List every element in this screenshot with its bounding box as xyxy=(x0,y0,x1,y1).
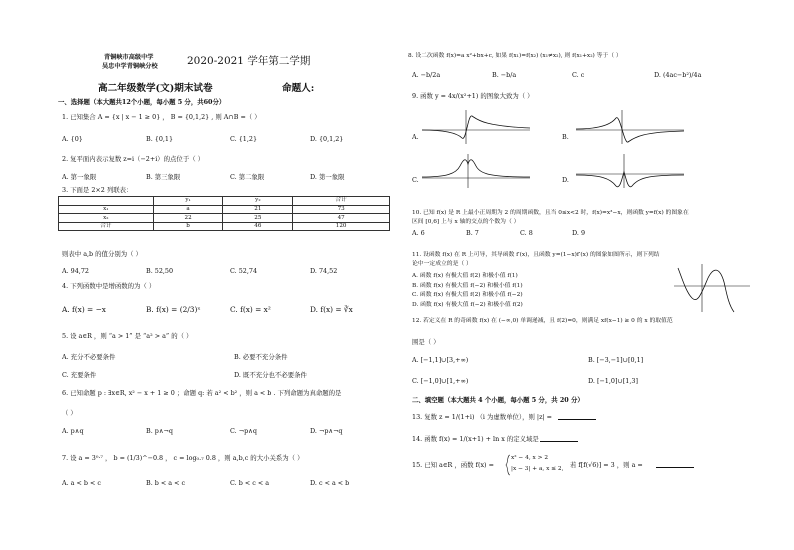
q2-option-b: B. 第三象限 xyxy=(146,173,181,181)
q3-option-b: B. 52,50 xyxy=(146,267,174,275)
q12-option-d: D. [−1,0]∪[1,3] xyxy=(588,377,638,385)
q8-stem: 8. 设二次函数 f(x)=a x²+bx+c, 如果 f(x₁)=f(x₂) (x₁≠x₂), 则 f(x₁+x₂) 等于（ ） xyxy=(408,53,622,59)
q15-answer-blank[interactable] xyxy=(656,462,694,468)
q7-option-d: D. c < a < b xyxy=(310,479,350,487)
table-cell: y₁ xyxy=(153,197,223,206)
q1-stem: 1. 已知集合 A = {x | x − 1 ≥ 0} ， B = {0,1,2} , 则 A∩B =（ ） xyxy=(62,113,261,121)
q1-option-d: D. {0,1,2} xyxy=(310,135,344,143)
table-row xyxy=(59,214,390,223)
table-row xyxy=(59,205,390,214)
table-cell: 120 xyxy=(293,222,390,231)
q4-stem: 4. 下列函数中是增函数的为（ ） xyxy=(62,282,156,290)
q1-option-b: B. {0,1} xyxy=(146,135,174,143)
q6-stem: 6. 已知命题 p : ∃x∈R, x² − x + 1 ≥ 0 ；命题 q: 若 a² < b² ，则 a < b . 下列命题为真命题的是 xyxy=(62,389,342,397)
q15-stem-a: 15. 已知 a∈R ，函数 f(x) = xyxy=(412,461,494,469)
q14-stem: 14. 函数 f(x) = 1/(x+1) + ln x 的定义域是 xyxy=(412,435,539,443)
table-cell: 合计 xyxy=(59,222,154,231)
table-cell: a xyxy=(153,205,223,214)
q11-option-a: A. 函数 f(x) 有极大值 f(2) 和极小值 f(1) xyxy=(412,273,518,279)
q7-option-c: C. b < c < a xyxy=(230,479,270,487)
school-name-1: 青铜峡市高级中学 xyxy=(104,54,154,61)
q11-option-d: D. 函数 f(x) 有极大值 f(−2) 和极小值 f(2) xyxy=(412,302,523,308)
table-cell: 21 xyxy=(223,205,293,214)
q6-option-a: A. p∧q xyxy=(62,427,84,435)
q5-option-b: B. 必要不充分条件 xyxy=(234,353,288,361)
table-cell: y₂ xyxy=(223,197,293,206)
q3-option-d: D. 74,52 xyxy=(310,267,338,275)
q10-option-c: C. 8 xyxy=(520,229,533,237)
table-cell: 46 xyxy=(223,222,293,231)
q15-piece-1: x² − 4, x > 2 xyxy=(511,455,549,461)
q10-stem: 10. 已知 f(x) 是 R 上最小正周期为 2 的周期函数，且当 0≤x<2 时，f(x)=x³−x，则函数 y=f(x) 的图象在 xyxy=(412,210,689,216)
q4-option-d: D. f(x) = ∛x xyxy=(310,305,353,314)
q9-graph-d xyxy=(576,152,686,192)
q7-option-b: B. b < a < c xyxy=(146,479,186,487)
q15-piece-2: |x − 3| + a, x ≤ 2, xyxy=(511,466,564,472)
q4-option-c: C. f(x) = x² xyxy=(230,305,271,314)
section-choice-title: 一、选择题（本大题共12个小题，每小题 5 分，共60分） xyxy=(58,98,226,106)
q7-stem: 7. 设 a = 3⁰·⁷ ， b = (1/3)^−0.8 ， c = log₀.₇ 0.8 ，则 a,b,c 的大小关系为（ ） xyxy=(62,454,304,462)
table-cell: b xyxy=(153,222,223,231)
table-cell: 73 xyxy=(293,205,390,214)
q3-option-a: A. 94,72 xyxy=(62,267,89,275)
exam-title: 高二年级数学(文)期末试卷 xyxy=(98,83,213,94)
year-semester: 2020-2021 学年第二学期 xyxy=(187,55,311,67)
q12-stem: 12. 若定义在 R 的奇函数 f(x) 在 (−∞,0) 单调递减，且 f(2)=0，则满足 xf(x−1) ≥ 0 的 x 的取值范 xyxy=(412,318,673,324)
q11-option-b: B. 函数 f(x) 有极大值 f(−2) 和极小值 f(1) xyxy=(412,283,523,289)
q10-option-b: B. 7 xyxy=(466,229,479,237)
q5-option-a: A. 充分不必要条件 xyxy=(62,353,116,361)
q3-after: 则表中 a,b 的值分别为（ ） xyxy=(62,250,142,258)
q8-option-d: D. (4ac−b²)/4a xyxy=(654,71,702,79)
q12-option-a: A. [−1,1]∪[3,+∞) xyxy=(412,356,469,364)
q12-stem2: 围是（ ） xyxy=(412,338,440,346)
q13-stem: 13. 复数 z = 1/(1+i) （i 为虚数单位），则 |z| = xyxy=(412,413,552,421)
q11-stem: 11. 设函数 f(x) 在 R 上可导，其导函数 f′(x)，且函数 y=(1−x)f′(x) 的图象如图所示，则下列结 xyxy=(412,252,660,258)
q9-graph-c xyxy=(422,152,532,192)
q5-option-d: D. 既不充分也不必要条件 xyxy=(234,371,307,379)
q5-stem: 5. 设 a∈R ，则 “a > 1” 是 “a² > a” 的（ ） xyxy=(62,332,193,340)
table-cell xyxy=(59,197,154,206)
q10-stem2: 区间 [0,6] 上与 x 轴的交点的个数为（ ） xyxy=(412,219,520,225)
q10-option-d: D. 9 xyxy=(572,229,586,237)
school-name-2: 吴忠中学青铜峡分校 xyxy=(102,63,158,70)
q2-stem: 2. 复平面内表示复数 z=i（−2+i）的点位于（ ） xyxy=(62,155,205,163)
q6-option-b: B. p∧¬q xyxy=(146,427,173,435)
q2-option-a: A. 第一象限 xyxy=(62,173,97,181)
q8-option-a: A. −b/2a xyxy=(412,71,441,79)
q5-option-c: C. 充要条件 xyxy=(62,371,97,379)
q1-option-a: A. {0} xyxy=(62,135,83,143)
q3-stem: 3. 下面是 2×2 列联表： xyxy=(62,186,133,194)
q9-option-d: D. xyxy=(562,176,569,184)
q11-derivative-graph xyxy=(674,264,752,314)
q11-stem2: 论中一定成立的是（ ） xyxy=(412,261,472,267)
q3-option-c: C. 52,74 xyxy=(230,267,258,275)
table-header-row xyxy=(59,197,390,206)
q8-option-c: C. c xyxy=(572,71,585,79)
table-cell: 47 xyxy=(293,214,390,223)
q11-option-c: C. 函数 f(x) 有极大值 f(2) 和极小值 f(−2) xyxy=(412,292,523,298)
q6-option-d: D. ¬p∧¬q xyxy=(310,427,343,435)
q7-option-a: A. a < b < c xyxy=(62,479,101,487)
table-cell: 合计 xyxy=(293,197,390,206)
table-cell: 22 xyxy=(153,214,223,223)
author-label: 命题人: xyxy=(282,83,315,94)
q15-stem-b: 若 f[f(√6)] = 3 ，则 a = xyxy=(570,461,643,469)
q6-option-c: C. ¬p∧q xyxy=(230,427,257,435)
q2-option-c: C. 第二象限 xyxy=(230,173,265,181)
q9-option-b: B. xyxy=(562,133,569,141)
contingency-table xyxy=(58,196,390,231)
q6-paren: （ ） xyxy=(62,409,77,417)
q9-graph-b xyxy=(576,108,686,148)
q12-option-c: C. [−1,0]∪[1,+∞) xyxy=(412,377,469,385)
table-cell: x₂ xyxy=(59,214,154,223)
q2-option-d: D. 第一象限 xyxy=(310,173,345,181)
table-cell: 25 xyxy=(223,214,293,223)
q9-option-a: A. xyxy=(412,133,419,141)
section-fill-title: 二、填空题（本大题共 4 个小题，每小题 5 分，共 20 分） xyxy=(412,396,584,404)
q8-option-b: B. −b/a xyxy=(492,71,517,79)
q10-option-a: A. 6 xyxy=(412,229,425,237)
right-column xyxy=(408,0,753,550)
q1-option-c: C. {1,2} xyxy=(230,135,258,143)
q9-option-c: C. xyxy=(412,176,419,184)
q14-answer-blank[interactable] xyxy=(540,436,578,442)
q4-option-a: A. f(x) = −x xyxy=(62,305,106,314)
table-row xyxy=(59,222,390,231)
q4-option-b: B. f(x) = (2/3)ˣ xyxy=(146,305,201,314)
q13-answer-blank[interactable] xyxy=(558,414,596,420)
table-cell: x₁ xyxy=(59,205,154,214)
q9-graph-a xyxy=(422,108,532,148)
q9-stem: 9. 函数 y = 4x/(x²+1) 的图象大致为（ ） xyxy=(412,92,534,100)
left-column xyxy=(58,0,388,550)
q12-option-b: B. [−3,−1]∪[0,1] xyxy=(588,356,644,364)
